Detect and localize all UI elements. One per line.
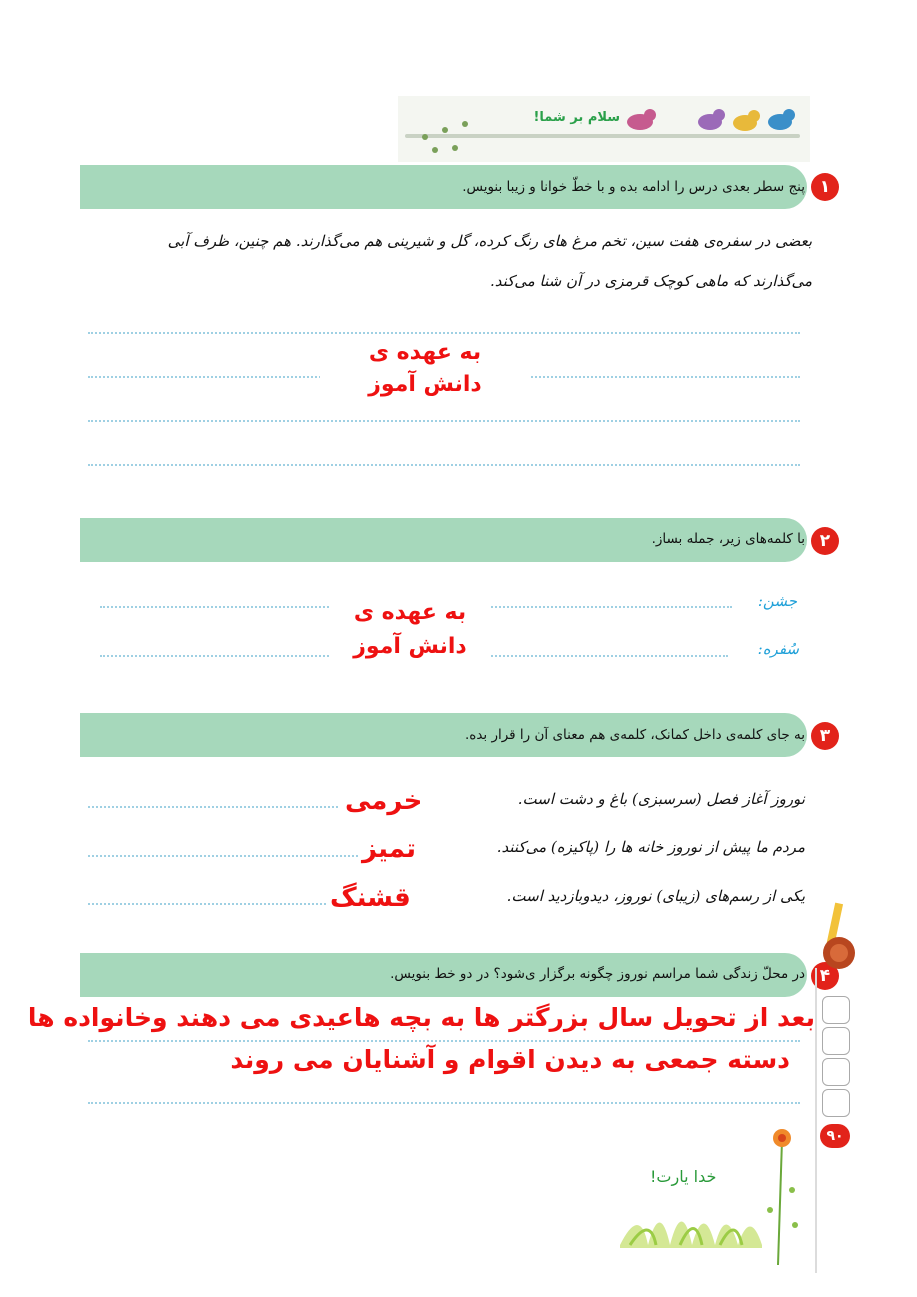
synonym-answer-1: خرمی — [345, 786, 423, 816]
word-sofre: سُفره: — [757, 640, 799, 658]
section-3-instruction: به جای کلمه‌ی داخل کمانک، کلمه‌ی هم معنای آن را قرار بده. — [464, 727, 805, 743]
passage-line-2: می‌گذارند که ماهی کوچک قرمزی در آن شنا می‌کند. — [489, 272, 812, 290]
synonym-line-1[interactable] — [88, 806, 338, 808]
footer-text: خدا یارت! — [650, 1167, 717, 1186]
synonym-sentence-1: نوروز آغاز فصل (سرسبزی) باغ و دشت است. — [517, 790, 805, 808]
section-4-instruction: در محلّ زندگی شما مراسم نوروز چگونه برگزار ی‌شود؟ در دو خط بنویس. — [390, 966, 805, 982]
margin-divider — [815, 968, 817, 1273]
section-2-number: ۲ — [811, 527, 839, 555]
essay-line-2[interactable] — [88, 1102, 800, 1104]
essay-line-1[interactable] — [88, 1040, 800, 1042]
synonym-sentence-2: مردم ما پیش از نوروز خانه ها را (پاکیزه) می‌کنند. — [496, 838, 805, 856]
passage-line-1: بعضی در سفره‌ی هفت سین، تخم مرغ های رنگ کرده، گل و شیرینی هم می‌گذارند. هم چنین، ظرف آبی — [167, 232, 812, 250]
word-jashn: جشن: — [757, 592, 797, 610]
score-box-4[interactable] — [822, 1089, 850, 1117]
leaves-illustration — [410, 112, 490, 157]
pencil-icon — [815, 893, 860, 978]
synonym-sentence-3: یکی از رسم‌های (زیبای) نوروز، دیدوبازدید است. — [506, 887, 805, 905]
answer-note-line-1: به عهده ی — [320, 340, 530, 365]
section-1-number: ۱ — [811, 173, 839, 201]
answer-note-2-line-2: دانش آموز — [330, 634, 490, 659]
section-4-number: ۴ — [811, 962, 839, 990]
page-number: ۹۰ — [820, 1124, 850, 1148]
section-3-number: ۳ — [811, 722, 839, 750]
writing-line-3[interactable] — [88, 420, 800, 422]
synonym-answer-2: تمیز — [362, 834, 416, 864]
section-2-instruction: با کلمه‌های زیر، جمله بساز. — [651, 531, 805, 547]
synonym-line-2[interactable] — [88, 855, 358, 857]
answer-note-2-line-1: به عهده ی — [330, 600, 490, 625]
grass-flower-illustration — [620, 1120, 810, 1270]
writing-line-4[interactable] — [88, 464, 800, 466]
header-title: سلام بر شما! — [533, 110, 620, 125]
score-box-1[interactable] — [822, 996, 850, 1024]
synonym-line-3[interactable] — [88, 903, 326, 905]
section-1-instruction: پنج سطر بعدی درس را ادامه بده و با خطّ خوانا و زیبا بنویس. — [462, 179, 805, 195]
synonym-answer-3: قشنگ — [330, 883, 411, 913]
score-box-3[interactable] — [822, 1058, 850, 1086]
essay-answer-line-2: دسته جمعی به دیدن اقوام و آشنایان می روند — [230, 1045, 790, 1074]
writing-line-1[interactable] — [88, 332, 800, 334]
birds-illustration — [620, 100, 810, 140]
essay-answer-line-1: بعد از تحویل سال بزرگتر ها به بچه هاعیدی می دهند وخانواده ها — [27, 1003, 815, 1032]
score-box-2[interactable] — [822, 1027, 850, 1055]
answer-note-line-2: دانش آموز — [320, 372, 530, 397]
